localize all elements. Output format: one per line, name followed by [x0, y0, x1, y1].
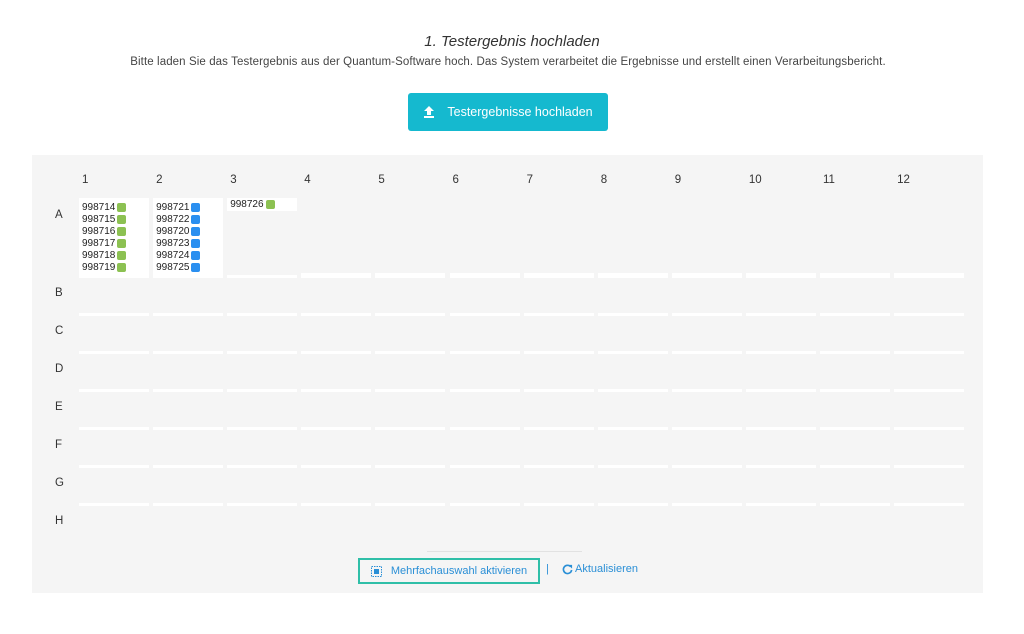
well-H7[interactable]	[524, 468, 594, 506]
status-indicator	[191, 227, 200, 236]
well-D12[interactable]	[894, 316, 964, 354]
column-header-4: 4	[304, 174, 311, 186]
well-E3[interactable]	[227, 354, 297, 392]
upload-results-button[interactable]	[408, 93, 608, 131]
well-F1[interactable]	[79, 392, 149, 430]
well-H12[interactable]	[894, 468, 964, 506]
well-G1[interactable]	[79, 430, 149, 468]
well-H5[interactable]	[375, 468, 445, 506]
well-G5[interactable]	[375, 430, 445, 468]
multi-select-icon	[371, 566, 382, 577]
well-F10[interactable]	[746, 392, 816, 430]
well-D10[interactable]	[746, 316, 816, 354]
column-header-8: 8	[600, 174, 608, 186]
well-G6[interactable]	[450, 430, 520, 468]
refresh-label: Aktualisieren	[575, 563, 638, 575]
well-D2[interactable]	[153, 316, 223, 354]
column-header-5: 5	[378, 174, 385, 186]
sample-id: 998725	[156, 261, 190, 273]
status-indicator	[117, 227, 126, 236]
sample-item[interactable]	[82, 213, 149, 225]
column-header-2: 2	[156, 174, 163, 186]
well-B10[interactable]	[746, 240, 816, 278]
sample-id: 998716	[82, 225, 116, 237]
well-B9[interactable]	[672, 240, 742, 278]
well-B8[interactable]	[598, 240, 668, 278]
column-header-12: 12	[897, 174, 910, 186]
row-header-H: H	[55, 515, 64, 527]
page-title: 1. Testergebnis hochladen	[424, 33, 600, 50]
well-F12[interactable]	[894, 392, 964, 430]
well-E8[interactable]	[598, 354, 668, 392]
refresh-icon	[562, 564, 573, 575]
well-B4[interactable]	[301, 240, 371, 278]
well-E5[interactable]	[375, 354, 445, 392]
well-D9[interactable]	[672, 316, 742, 354]
footer-divider	[427, 551, 582, 552]
well-G4[interactable]	[301, 430, 371, 468]
well-H11[interactable]	[820, 468, 890, 506]
well-C1[interactable]	[79, 278, 149, 316]
well-E9[interactable]	[672, 354, 742, 392]
column-header-6: 6	[452, 174, 459, 186]
upload-icon	[423, 106, 435, 118]
well-B1[interactable]	[79, 237, 149, 278]
well-C6[interactable]	[450, 278, 520, 316]
well-B2[interactable]	[153, 237, 223, 278]
sample-id: 998724	[156, 249, 190, 261]
sample-item[interactable]	[156, 213, 223, 225]
upload-button-label: Testergebnisse hochladen	[447, 105, 593, 119]
sample-id: 998723	[156, 237, 190, 249]
sample-id: 998717	[82, 237, 116, 249]
sample-id: 998715	[82, 213, 116, 225]
well-E10[interactable]	[746, 354, 816, 392]
well-D5[interactable]	[375, 316, 445, 354]
well-B11[interactable]	[820, 240, 890, 278]
page-subtitle: Bitte laden Sie das Testergebnis aus der Quantum-Software hoch. Das System verarbeitet die Ergebnisse und erstellt einen Verarbeitungsbericht.	[130, 56, 886, 68]
well-C3[interactable]	[227, 278, 297, 316]
well-C10[interactable]	[746, 278, 816, 316]
multi-select-label: Mehrfachauswahl aktivieren	[390, 565, 528, 577]
well-H3[interactable]	[227, 468, 297, 506]
well-G7[interactable]	[524, 430, 594, 468]
status-indicator	[117, 215, 126, 224]
multi-select-button[interactable]	[358, 558, 540, 584]
well-H4[interactable]	[301, 468, 371, 506]
refresh-link[interactable]	[562, 563, 638, 575]
well-B3[interactable]	[227, 240, 297, 278]
column-header-10: 10	[748, 174, 762, 186]
well-D1[interactable]	[79, 316, 149, 354]
row-header-D: D	[55, 363, 64, 375]
row-header-C: C	[55, 325, 64, 337]
sample-id: 998714	[82, 201, 116, 213]
sample-item[interactable]	[82, 201, 149, 213]
column-header-9: 9	[674, 174, 682, 186]
column-header-7: 7	[526, 174, 533, 186]
sample-id: 998720	[156, 225, 190, 237]
well-G11[interactable]	[820, 430, 890, 468]
well-B7[interactable]	[524, 240, 594, 278]
status-indicator	[266, 200, 275, 209]
status-indicator	[191, 215, 200, 224]
well-B12[interactable]	[894, 240, 964, 278]
well-G3[interactable]	[227, 430, 297, 468]
well-H9[interactable]	[672, 468, 742, 506]
well-E7[interactable]	[524, 354, 594, 392]
sample-id: 998726	[230, 198, 264, 210]
well-F5[interactable]	[375, 392, 445, 430]
sample-id: 998722	[156, 213, 190, 225]
well-G12[interactable]	[894, 430, 964, 468]
row-header-A: A	[55, 209, 63, 221]
sample-item[interactable]	[156, 225, 223, 237]
plate-panel	[32, 155, 983, 593]
well-F8[interactable]	[598, 392, 668, 430]
well-E6[interactable]	[450, 354, 520, 392]
well-C4[interactable]	[301, 278, 371, 316]
well-D3[interactable]	[227, 316, 297, 354]
well-C5[interactable]	[375, 278, 445, 316]
well-C12[interactable]	[894, 278, 964, 316]
well-F6[interactable]	[450, 392, 520, 430]
well-C8[interactable]	[598, 278, 668, 316]
sample-id: 998721	[156, 201, 190, 213]
well-C2[interactable]	[153, 278, 223, 316]
sample-item[interactable]	[82, 225, 149, 237]
status-indicator	[117, 203, 126, 212]
well-E1[interactable]	[79, 354, 149, 392]
row-header-B: B	[55, 287, 63, 299]
well-C9[interactable]	[672, 278, 742, 316]
well-H1[interactable]	[79, 468, 149, 506]
well-H6[interactable]	[450, 468, 520, 506]
sample-item[interactable]	[156, 201, 223, 213]
well-E12[interactable]	[894, 354, 964, 392]
well-H8[interactable]	[598, 468, 668, 506]
well-F11[interactable]	[820, 392, 890, 430]
column-header-11: 11	[823, 174, 835, 186]
well-G9[interactable]	[672, 430, 742, 468]
sample-id: 998719	[82, 261, 116, 273]
well-H10[interactable]	[746, 468, 816, 506]
well-F7[interactable]	[524, 392, 594, 430]
well-A3[interactable]	[227, 198, 297, 211]
row-header-F: F	[55, 439, 63, 451]
well-D8[interactable]	[598, 316, 668, 354]
well-D4[interactable]	[301, 316, 371, 354]
column-header-1: 1	[82, 174, 89, 186]
well-C11[interactable]	[820, 278, 890, 316]
well-D6[interactable]	[450, 316, 520, 354]
well-D11[interactable]	[820, 316, 890, 354]
well-G2[interactable]	[153, 430, 223, 468]
well-B6[interactable]	[450, 240, 520, 278]
sample-id: 998718	[82, 249, 116, 261]
status-indicator	[191, 203, 200, 212]
well-F2[interactable]	[153, 392, 223, 430]
column-header-3: 3	[230, 174, 237, 186]
row-header-E: E	[55, 401, 63, 413]
well-E11[interactable]	[820, 354, 890, 392]
well-C7[interactable]	[524, 278, 594, 316]
row-header-G: G	[55, 477, 64, 489]
well-F9[interactable]	[672, 392, 742, 430]
well-H2[interactable]	[153, 468, 223, 506]
well-B5[interactable]	[375, 240, 445, 278]
well-F3[interactable]	[227, 392, 297, 430]
sample-item[interactable]	[230, 198, 297, 210]
well-D7[interactable]	[524, 316, 594, 354]
well-F4[interactable]	[301, 392, 371, 430]
well-G10[interactable]	[746, 430, 816, 468]
well-G8[interactable]	[598, 430, 668, 468]
footer-separator: |	[546, 563, 549, 575]
well-E4[interactable]	[301, 354, 371, 392]
well-E2[interactable]	[153, 354, 223, 392]
